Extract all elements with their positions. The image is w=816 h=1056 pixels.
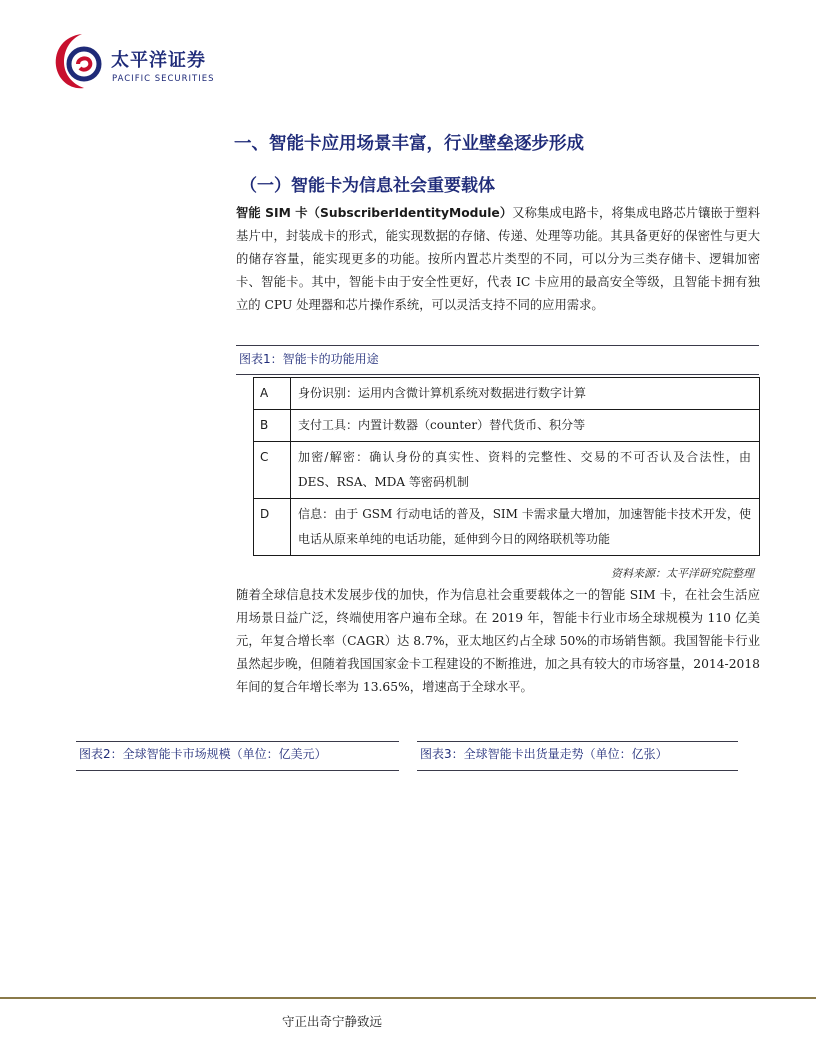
table-row [254, 499, 760, 556]
company-name-cn: 太平洋证券 [111, 50, 206, 71]
pacific-securities-logo-icon [52, 30, 108, 92]
row-text: 支付工具：内置计数器（counter）替代货币、积分等 [291, 410, 760, 442]
figure3-caption-text: 图表3：全球智能卡出货量走势（单位：亿张） [420, 747, 668, 761]
row-key: A [254, 378, 291, 410]
figure2-caption [76, 741, 399, 771]
intro-body: 又称集成电路卡，将集成电路芯片镶嵌于塑料基片中，封装成卡的形式，能实现数据的存储、传递、处理等功能。其具备更好的保密性与更大的储存容量，能实现更多的功能。按所内置芯片类型的不同，可以分为三类存储卡、逻辑加密卡、智能卡。其中，智能卡由于安全性更好，代表 IC 卡应用的最高安全等级，且智能卡拥有独立的 CPU 处理器和芯片操作系统，可以灵活支持不同的应用需求。 [236, 206, 760, 312]
subsection-heading: （一）智能卡为信息社会重要载体 [240, 176, 495, 196]
table-row [254, 410, 760, 442]
footer-motto: 守正出奇宁静致远 [282, 1014, 383, 1029]
row-key: D [254, 499, 291, 556]
row-text: 身份识别：运用内含微计算机系统对数据进行数字计算 [291, 378, 760, 410]
market-paragraph: 随着全球信息技术发展步伐的加快，作为信息社会重要载体之一的智能 SIM 卡，在社会生活应用场景日益广泛，终端使用客户遍布全球。在 2019 年，智能卡行业市场全球规模为 110 亿美元，年复合增长率（CAGR）达 8.7%，亚太地区约占全球 50%的市场销售额。我国智能卡行业虽然起步晚，但随着我国国家金卡工程建设的不断推进，加之具有较大的市场容量，2014-2018 年间的复合年增长率为 13.65%，增速高于全球水平。 [236, 588, 760, 694]
row-text: 信息：由于 GSM 行动电话的普及，SIM 卡需求量大增加，加速智能卡技术开发，使电话从原来单纯的电话功能，延伸到今日的网络联机等功能 [291, 499, 760, 556]
row-key: B [254, 410, 291, 442]
company-name-en: PACIFIC SECURITIES [112, 74, 215, 84]
figure2-caption-text: 图表2：全球智能卡市场规模（单位：亿美元） [79, 747, 327, 761]
figure1-source: 资料来源：太平洋研究院整理 [611, 567, 754, 580]
table-row [254, 442, 760, 499]
figure1-caption: 图表1：智能卡的功能用途 [236, 345, 759, 375]
section-heading: 一、智能卡应用场景丰富，行业壁垒逐步形成 [234, 134, 584, 154]
function-table [253, 377, 760, 556]
intro-lead-term: 智能 SIM 卡（SubscriberIdentityModule） [236, 206, 513, 220]
row-text: 加密/解密：确认身份的真实性、资料的完整性、交易的不可否认及合法性，由 DES、RSA、MDA 等密码机制 [291, 442, 760, 499]
table-row [254, 378, 760, 410]
footer-divider [0, 997, 816, 999]
intro-paragraph [236, 202, 760, 317]
figure3-caption [417, 741, 738, 771]
company-logo [52, 30, 262, 96]
row-key: C [254, 442, 291, 499]
